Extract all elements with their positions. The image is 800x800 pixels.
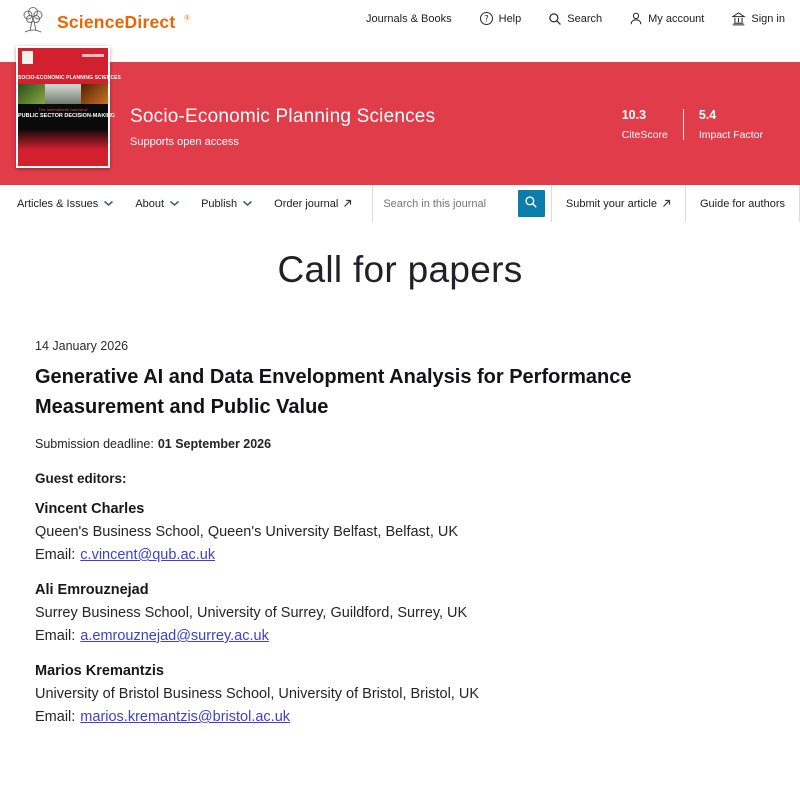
journal-banner	[0, 62, 800, 185]
nav-help[interactable]	[479, 11, 522, 26]
search-icon	[524, 195, 538, 212]
nav-item-label: About	[135, 197, 165, 210]
journal-search-area	[373, 185, 551, 222]
action-label: Guide for authors	[700, 197, 785, 210]
editor-email-line	[35, 706, 765, 729]
cover-elsevier-mark	[22, 51, 33, 64]
email-label: Email:	[35, 709, 76, 725]
cover-tagline-prefix: The International Journal of	[38, 107, 88, 112]
chevron-down-icon	[169, 200, 180, 207]
registered-mark: ®	[184, 14, 190, 22]
guest-editors-heading: Guest editors:	[35, 471, 127, 486]
guide-for-authors-link[interactable]	[686, 185, 799, 222]
editor-email-line	[35, 544, 765, 567]
journal-cover-image[interactable]	[16, 46, 121, 168]
external-link-icon	[662, 199, 671, 208]
impact-factor-value: 5.4	[698, 108, 717, 122]
journal-metrics	[607, 108, 778, 141]
nav-label: Sign in	[751, 12, 785, 25]
deadline-label: Submission deadline:	[35, 437, 154, 451]
sciencedirect-home-link[interactable]	[18, 5, 190, 39]
journal-title[interactable]: Socio-Economic Planning Sciences	[130, 106, 436, 127]
open-access-note: Supports open access	[130, 136, 239, 148]
email-label: Email:	[35, 547, 76, 563]
editor-affiliation: Queen's Business School, Queen's University Belfast, Belfast, UK	[35, 524, 459, 540]
cover-photo-strip	[18, 84, 108, 104]
editor-affiliation: Surrey Business School, University of Surrey, Guildford, Surrey, UK	[35, 605, 468, 621]
editor-name: Marios Kremantzis	[35, 663, 164, 679]
cover-journal-title: SOCIO-ECONOMIC PLANNING SCIENCES	[18, 75, 121, 81]
external-link-icon	[343, 199, 352, 208]
nav-search[interactable]	[548, 12, 602, 26]
cover-photo-orange	[81, 84, 108, 104]
cover-tagline: PUBLIC SECTOR DECISION-MAKING	[18, 113, 116, 119]
svg-text:?: ?	[483, 13, 489, 24]
cover-photo-people	[45, 84, 81, 104]
journal-search-button[interactable]	[518, 190, 545, 217]
nav-label: Search	[567, 12, 603, 25]
search-icon	[548, 12, 562, 26]
editor-email-line	[35, 625, 765, 648]
chevron-down-icon	[103, 200, 114, 207]
metric-citescore	[607, 108, 683, 141]
editor-block	[35, 498, 765, 567]
editor-affiliation: University of Bristol Business School, University of Bristol, Bristol, UK	[35, 686, 479, 702]
editor-name: Ali Emrouznejad	[35, 582, 149, 598]
elsevier-tree-logo	[18, 5, 48, 39]
editor-email-link[interactable]: a.emrouznejad@surrey.ac.uk	[80, 628, 269, 644]
global-header	[0, 0, 800, 62]
nav-label: My account	[648, 12, 705, 25]
nav-journals-books[interactable]	[366, 13, 452, 25]
brand-name: ScienceDirect	[57, 11, 176, 32]
nav-about[interactable]	[135, 198, 180, 210]
editor-email-link[interactable]: marios.kremantzis@bristol.ac.uk	[80, 709, 291, 725]
call-for-papers-article	[0, 339, 800, 729]
cover-issue-text	[82, 54, 104, 57]
submission-deadline	[35, 437, 765, 451]
publication-date: 14 January 2026	[35, 339, 129, 353]
editor-email-link[interactable]: c.vincent@qub.ac.uk	[80, 547, 216, 563]
global-nav	[366, 5, 785, 26]
nav-sign-in[interactable]	[731, 11, 785, 26]
nav-order-journal[interactable]	[274, 198, 352, 210]
page-title: Call for papers	[277, 249, 523, 290]
email-label: Email:	[35, 628, 76, 644]
chevron-down-icon	[242, 200, 253, 207]
cover-photo-green	[18, 84, 45, 104]
impact-factor-label: Impact Factor	[698, 129, 763, 141]
editor-name: Vincent Charles	[35, 501, 145, 517]
nav-publish[interactable]	[201, 198, 253, 210]
nav-item-label: Publish	[201, 197, 238, 210]
institution-icon	[731, 11, 746, 26]
submit-your-article-link[interactable]	[552, 185, 685, 222]
deadline-date: 01 September 2026	[157, 437, 272, 451]
nav-label: Journals & Books	[366, 12, 452, 25]
editor-block	[35, 579, 765, 648]
action-label: Submit your article	[565, 197, 657, 210]
editor-block	[35, 660, 765, 729]
nav-item-label: Order journal	[274, 197, 339, 210]
nav-articles-issues[interactable]	[17, 198, 114, 210]
nav-label: Help	[498, 12, 522, 25]
citescore-label: CiteScore	[621, 129, 668, 141]
nav-item-label: Articles & Issues	[17, 197, 99, 210]
metric-impact-factor	[684, 108, 778, 141]
journal-search-input[interactable]	[373, 198, 518, 210]
nav-my-account[interactable]	[629, 11, 704, 26]
citescore-value: 10.3	[621, 108, 647, 122]
journal-nav-bar	[0, 185, 800, 222]
user-icon	[629, 11, 643, 26]
cover-bottom	[18, 130, 108, 166]
article-title: Generative AI and Data Envelopment Analysis for Performance Measurement and Public Value	[35, 366, 632, 418]
help-icon	[479, 11, 494, 26]
